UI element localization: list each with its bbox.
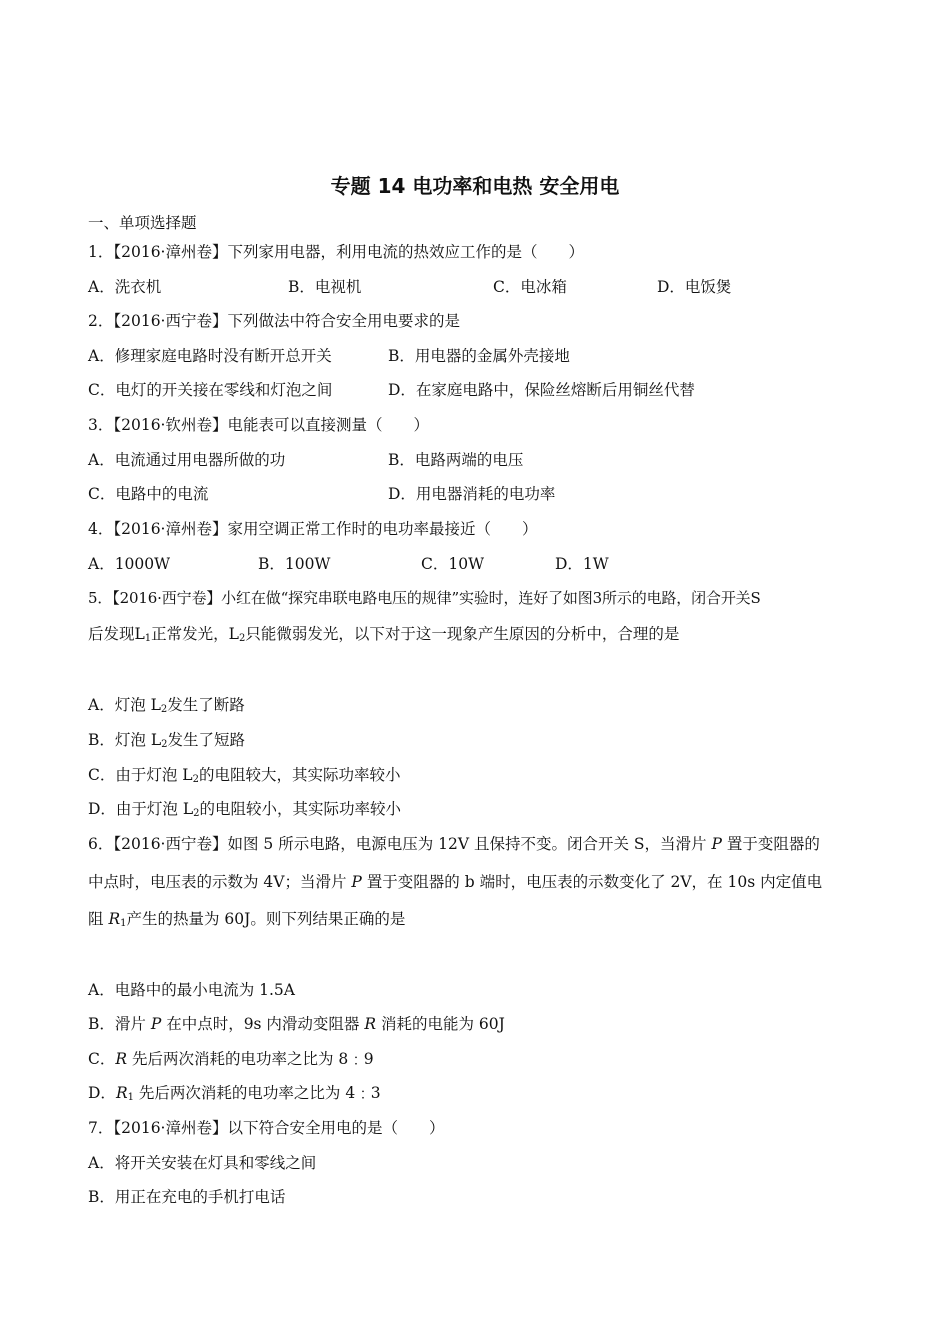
q1-option-d: D．电饭煲 — [657, 278, 732, 296]
q6-option-d: D．$R_1$ 先后两次消耗的电功率之比为 4﹕3 — [88, 1084, 381, 1103]
q1-option-c: C．电冰箱 — [493, 278, 567, 296]
question-6-line-3: 阻 $R_1$产生的热量为 60J。则下列结果正确的是 — [88, 910, 406, 929]
question-3-stem: 3．【2016·钦州卷】电能表可以直接测量（ ） — [88, 416, 429, 434]
q7-option-b: B．用正在充电的手机打电话 — [88, 1188, 286, 1206]
question-1-stem: 1．【2016·漳州卷】下列家用电器，利用电流的热效应工作的是（ ） — [88, 243, 584, 261]
q5-option-a: A．灯泡 $L_2$发生了断路 — [88, 696, 245, 715]
q5-option-d: D．由于灯泡 $L_2$的电阻较小，其实际功率较小 — [88, 800, 402, 819]
question-2-stem: 2．【2016·西宁卷】下列做法中符合安全用电要求的是 — [88, 312, 460, 330]
q6-option-c: C．R 先后两次消耗的电功率之比为 8﹕9 — [88, 1050, 374, 1068]
q3-option-a: A．电流通过用电器所做的功 — [88, 451, 286, 469]
q7-option-a: A．将开关安装在灯具和零线之间 — [88, 1154, 317, 1172]
q4-option-a: A．1000W — [88, 555, 171, 573]
q3-option-d: D．用电器消耗的电功率 — [388, 485, 556, 503]
q6-option-a: A．电路中的最小电流为 1.5A — [88, 981, 295, 999]
q2-option-b: B．用电器的金属外壳接地 — [388, 347, 570, 365]
q2-option-a: A．修理家庭电路时没有断开总开关 — [88, 347, 332, 365]
question-7-stem: 7．【2016·漳州卷】以下符合安全用电的是（ ） — [88, 1119, 445, 1137]
question-6-line-1: 6．【2016·西宁卷】如图 5 所示电路，电源电压为 12V 且保持不变。闭合开关 S，当滑片 P 置于变阻器的 — [88, 835, 820, 853]
q2-option-d: D．在家庭电路中，保险丝熔断后用铜丝代替 — [388, 381, 695, 399]
question-4-stem: 4．【2016·漳州卷】家用空调正常工作时的电功率最接近（ ） — [88, 520, 538, 538]
q4-option-d: D．1W — [555, 555, 609, 573]
q5-option-c: C．由于灯泡 $L_2$的电阻较大，其实际功率较小 — [88, 766, 401, 785]
section-heading: 一、单项选择题 — [88, 214, 197, 232]
q2-option-c: C．电灯的开关接在零线和灯泡之间 — [88, 381, 333, 399]
q4-option-c: C．10W — [421, 555, 485, 573]
q6-option-b: B．滑片 P 在中点时，9s 内滑动变阻器 R 消耗的电能为 60J — [88, 1015, 505, 1033]
question-6-line-2: 中点时，电压表的示数为 4V；当滑片 P 置于变阻器的 b 端时，电压表的示数变化了 2V，在 10s 内定值电 — [88, 873, 823, 891]
page-title: 专题 14 电功率和电热 安全用电 — [330, 174, 620, 198]
q4-option-b: B．100W — [258, 555, 331, 573]
q3-option-b: B．电路两端的电压 — [388, 451, 524, 469]
question-5-line-1: 5．【2016·西宁卷】小红在做“探究串联电路电压的规律”实验时，连好了如图3所示的电路，闭合开关S — [88, 589, 761, 607]
q1-option-b: B．电视机 — [288, 278, 362, 296]
q3-option-c: C．电路中的电流 — [88, 485, 209, 503]
question-5-line-2: 后发现$L_1$正常发光，$L_2$只能微弱发光，以下对于这一现象产生原因的分析中，合理的是 — [88, 625, 680, 644]
q1-option-a: A．洗衣机 — [88, 278, 162, 296]
q5-option-b: B．灯泡 $L_2$发生了短路 — [88, 731, 246, 750]
